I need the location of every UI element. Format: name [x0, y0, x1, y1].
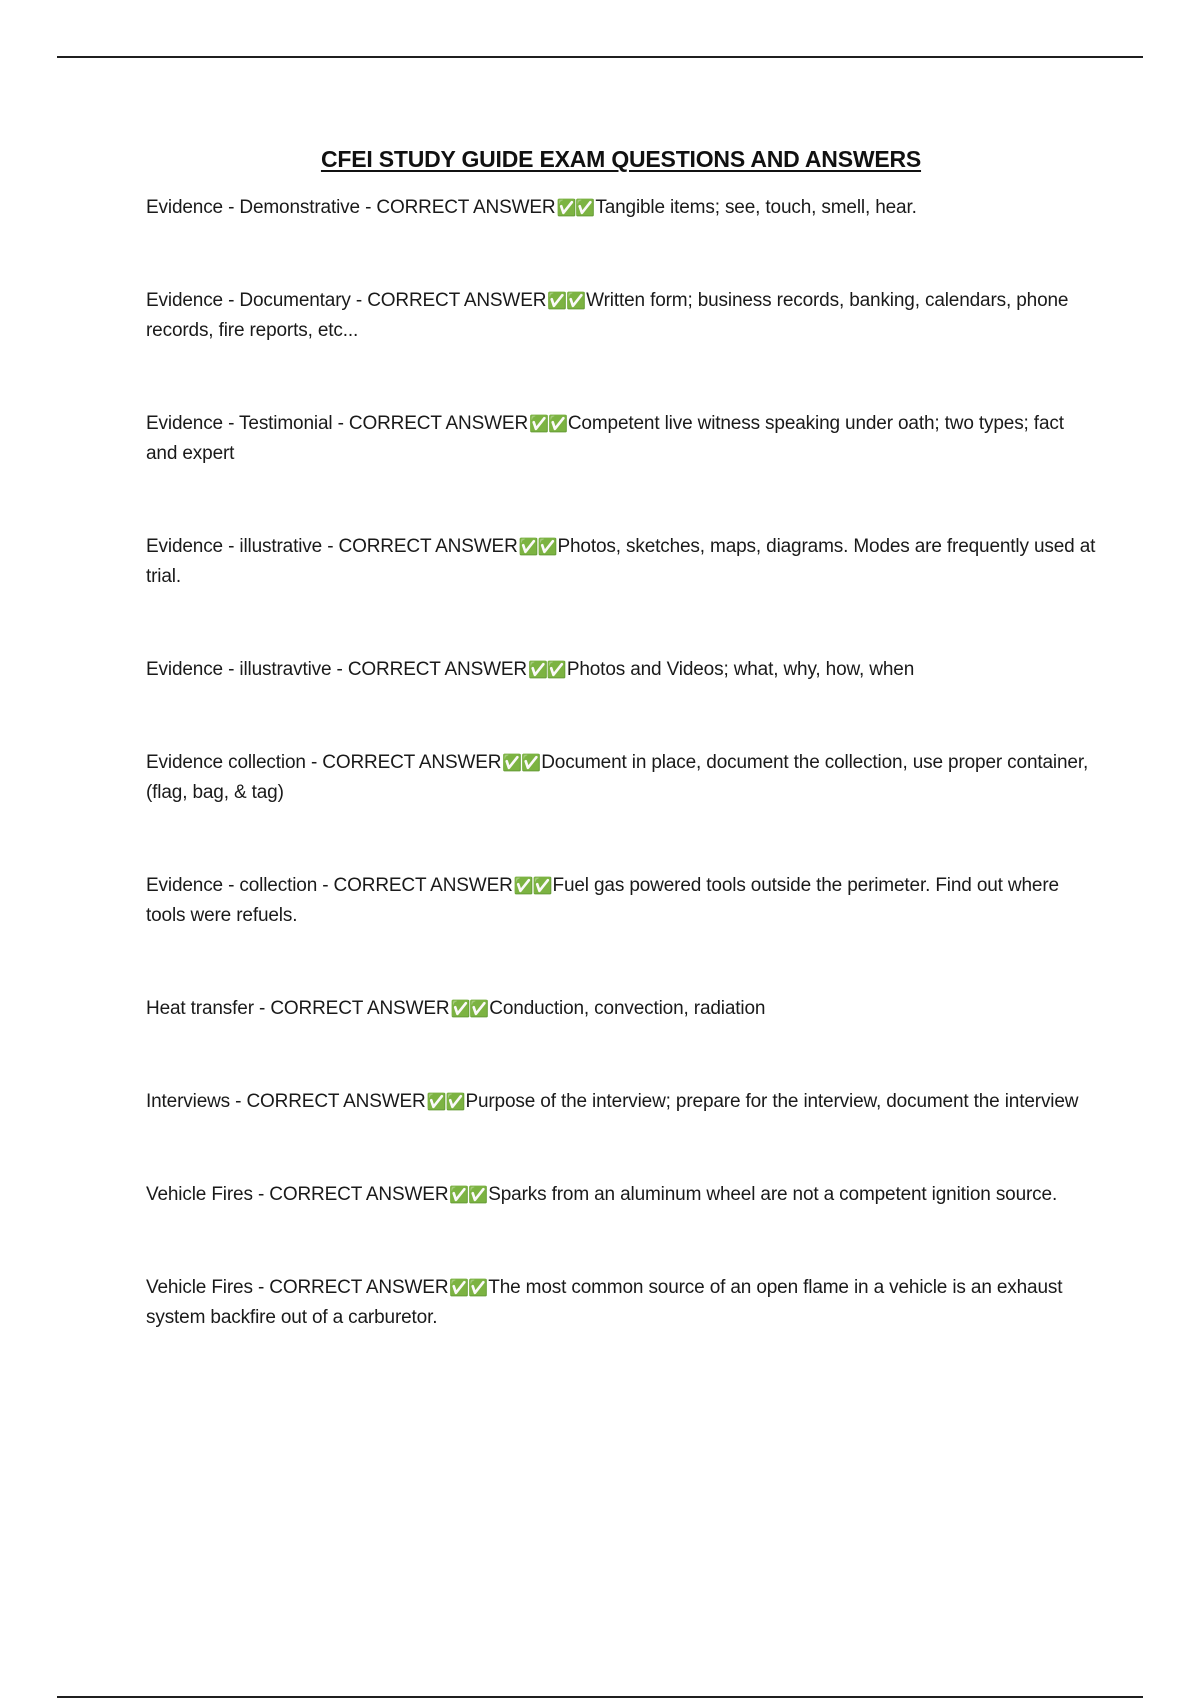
qa-answer: Document in place, document the collection, use proper container, (flag, bag, & tag) — [146, 752, 1089, 803]
qa-term: Evidence - Documentary — [146, 290, 351, 311]
check-mark-icon: ✅✅ — [449, 1278, 488, 1297]
qa-term: Interviews — [146, 1091, 231, 1112]
check-mark-icon: ✅✅ — [502, 753, 541, 772]
qa-entry — [146, 655, 1096, 685]
qa-entry — [146, 193, 1096, 223]
qa-answer: Sparks from an aluminum wheel are not a competent ignition source. — [488, 1184, 1058, 1205]
check-mark-icon: ✅✅ — [449, 1185, 488, 1204]
qa-answer-marker: CORRECT ANSWER — [347, 659, 527, 680]
qa-answer-marker: CORRECT ANSWER — [376, 197, 556, 218]
qa-term: Evidence - collection — [146, 875, 318, 896]
top-rule — [57, 56, 1143, 58]
qa-entry — [146, 994, 1096, 1024]
qa-answer: The most common source of an open flame in a vehicle is an exhaust system backfire out of a carburetor. — [146, 1277, 1063, 1328]
qa-answer-marker: CORRECT ANSWER — [367, 290, 547, 311]
qa-entry — [146, 1087, 1096, 1117]
qa-term: Evidence - Testimonial — [146, 413, 333, 434]
qa-term: Vehicle Fires — [146, 1277, 253, 1298]
qa-separator: - — [350, 290, 368, 311]
qa-answer: Purpose of the interview; prepare for the interview, document the interview — [465, 1091, 1079, 1112]
qa-answer-marker: CORRECT ANSWER — [269, 1184, 449, 1205]
qa-answer: Conduction, convection, radiation — [489, 998, 766, 1019]
qa-entry — [146, 532, 1096, 592]
qa-answer-marker: CORRECT ANSWER — [269, 1277, 449, 1298]
qa-separator: - — [252, 1184, 270, 1205]
qa-answer-marker: CORRECT ANSWER — [338, 536, 518, 557]
qa-answer: Written form; business records, banking, calendars, phone records, fire reports, etc... — [146, 290, 1069, 341]
qa-separator: - — [305, 752, 323, 773]
qa-entry — [146, 409, 1096, 469]
check-mark-icon: ✅✅ — [547, 291, 586, 310]
qa-entry — [146, 871, 1096, 931]
qa-answer-marker: CORRECT ANSWER — [333, 875, 513, 896]
qa-term: Evidence - Demonstrative — [146, 197, 360, 218]
qa-answer-marker: CORRECT ANSWER — [246, 1091, 426, 1112]
qa-entry — [146, 748, 1096, 808]
qa-entry — [146, 286, 1096, 346]
qa-term: Evidence - illustrative — [146, 536, 323, 557]
qa-answer: Competent live witness speaking under oath; two types; fact and expert — [146, 413, 1064, 464]
check-mark-icon: ✅✅ — [527, 660, 566, 679]
qa-term: Heat transfer — [146, 998, 254, 1019]
check-mark-icon: ✅✅ — [529, 414, 567, 433]
qa-separator: - — [322, 536, 339, 557]
qa-separator: - — [230, 1091, 247, 1112]
qa-answer: Photos, sketches, maps, diagrams. Modes are frequently used at trial. — [146, 536, 1096, 587]
qa-answer-marker: CORRECT ANSWER — [270, 998, 450, 1019]
qa-term: Evidence collection — [146, 752, 306, 773]
check-mark-icon: ✅✅ — [450, 999, 489, 1018]
check-mark-icon: ✅✅ — [518, 537, 557, 556]
qa-separator: - — [359, 197, 377, 218]
qa-separator: - — [332, 413, 349, 434]
qa-answer: Fuel gas powered tools outside the perimeter. Find out where tools were refuels. — [146, 875, 1059, 926]
document-title: CFEI STUDY GUIDE EXAM QUESTIONS AND ANSWERS — [320, 146, 922, 172]
bottom-rule — [57, 1696, 1143, 1698]
qa-separator: - — [317, 875, 334, 896]
page-content — [146, 146, 1096, 1396]
qa-answer: Tangible items; see, touch, smell, hear. — [595, 197, 917, 218]
check-mark-icon: ✅✅ — [556, 198, 595, 217]
qa-entry — [146, 1273, 1096, 1333]
qa-separator: - — [252, 1277, 270, 1298]
check-mark-icon: ✅✅ — [513, 876, 552, 895]
qa-entry — [146, 1180, 1096, 1210]
qa-answer-marker: CORRECT ANSWER — [348, 413, 529, 434]
check-mark-icon: ✅✅ — [426, 1092, 465, 1111]
qa-separator: - — [253, 998, 271, 1019]
qa-answer-marker: CORRECT ANSWER — [322, 752, 502, 773]
qa-separator: - — [331, 659, 348, 680]
qa-term: Vehicle Fires — [146, 1184, 253, 1205]
qa-answer: Photos and Videos; what, why, how, when — [566, 659, 915, 680]
qa-term: Evidence - illustravtive — [146, 659, 332, 680]
qa-list — [146, 193, 1096, 1333]
